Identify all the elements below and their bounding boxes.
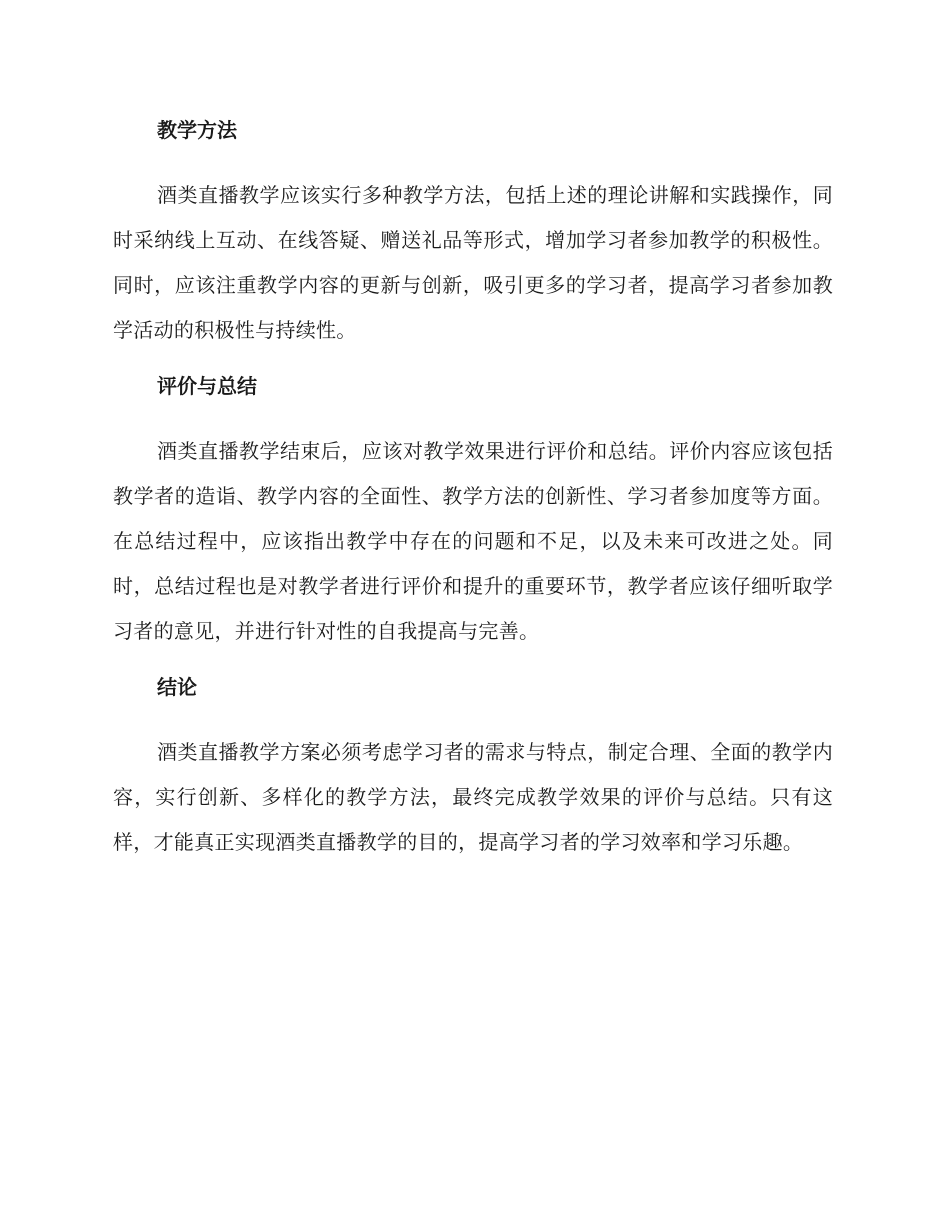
section-body-evaluation-summary: 酒类直播教学结束后，应该对教学效果进行评价和总结。评价内容应该包括教学者的造诣、教学内容的全面性、教学方法的创新性、学习者参加度等方面。在总结过程中，应该指出教学中存在的问题和不足，以及未来可改进之处。同时，总结过程也是对教学者进行评价和提升的重要环节，教学者应该仔细听取学习者的意见，并进行针对性的自我提高与完善。 <box>113 439 833 643</box>
section-body-conclusion: 酒类直播教学方案必须考虑学习者的需求与特点，制定合理、全面的教学内容，实行创新、多样化的教学方法，最终完成教学效果的评价与总结。只有这样，才能真正实现酒类直播教学的目的，提高学习者的学习效率和学习乐趣。 <box>113 740 833 854</box>
section-heading-conclusion: 结论 <box>157 675 197 699</box>
section-body-teaching-methods: 酒类直播教学应该实行多种教学方法，包括上述的理论讲解和实践操作，同时采纳线上互动、在线答疑、赠送礼品等形式，增加学习者参加教学的积极性。同时，应该注重教学内容的更新与创新，吸引更多的学习者，提高学习者参加教学活动的积极性与持续性。 <box>113 183 833 342</box>
section-heading-teaching-methods: 教学方法 <box>157 118 237 142</box>
document-page <box>113 112 833 865</box>
section-heading-evaluation-summary: 评价与总结 <box>157 374 257 398</box>
